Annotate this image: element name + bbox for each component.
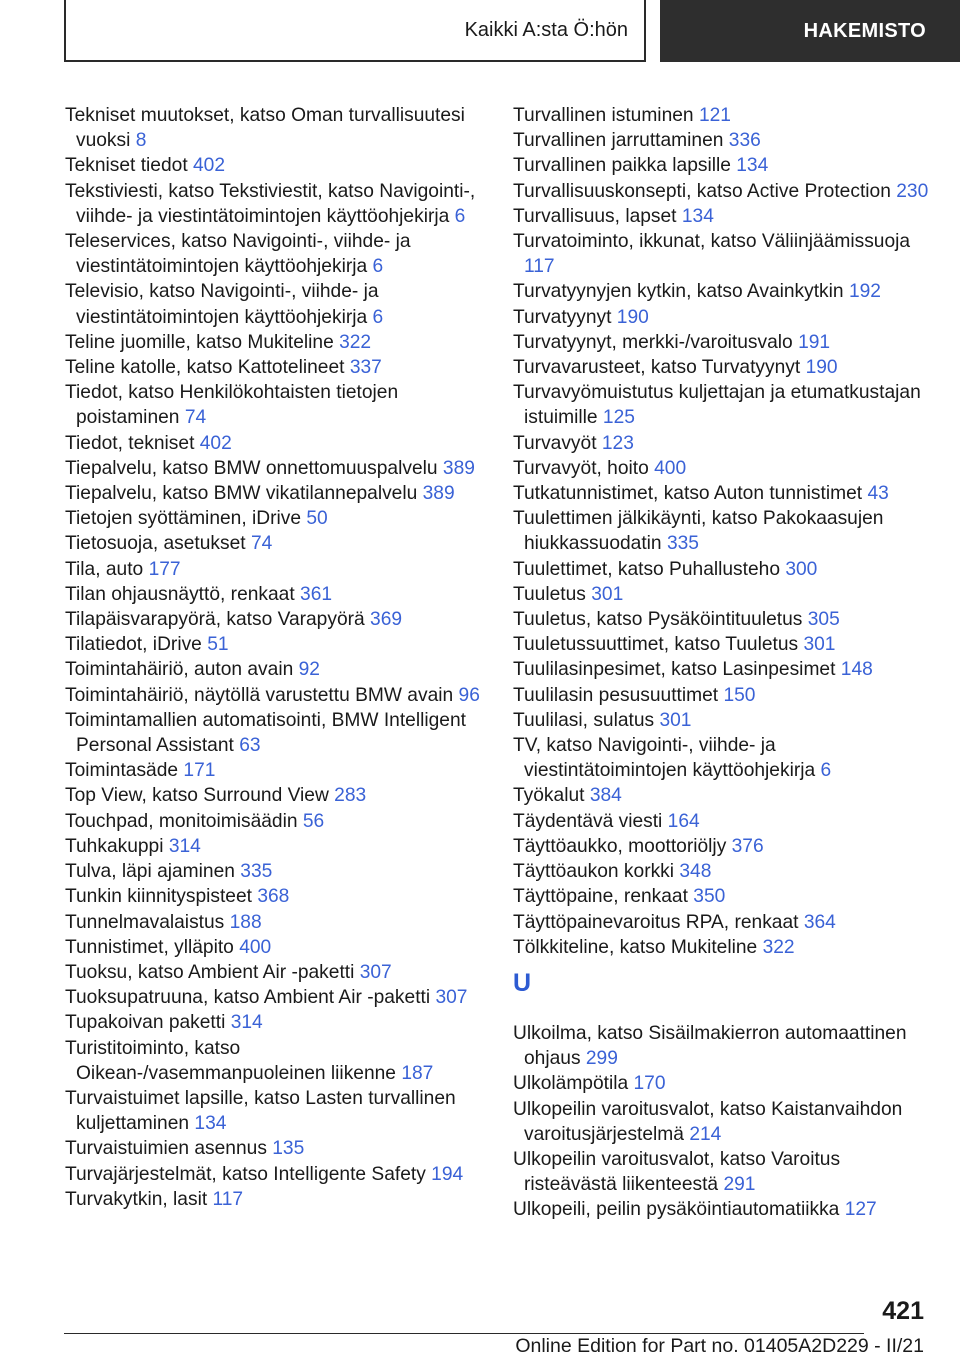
index-entry: Tilapäisvarapyörä, katso Varapyörä 369: [65, 609, 403, 631]
index-entry: Toimintahäiriö, näytöllä varustettu BMW avain 96: [65, 684, 480, 706]
page-link[interactable]: 171: [183, 760, 216, 782]
page-link[interactable]: 74: [250, 533, 273, 555]
index-entry: Turvavyömuistutus kuljettajan ja etumatkustajan istuimille 125: [513, 382, 921, 429]
index-entry: Toimintasäde 171: [65, 760, 216, 782]
page-number: 421: [882, 1297, 924, 1325]
index-entry: Teline juomille, katso Mukiteline 322: [65, 331, 372, 353]
page-link[interactable]: 301: [659, 709, 692, 731]
page-link[interactable]: 384: [589, 785, 622, 807]
page-link[interactable]: 402: [199, 432, 232, 454]
index-entry: Tietojen syöttäminen, iDrive 50: [65, 508, 328, 530]
page-link[interactable]: 307: [359, 961, 392, 983]
index-entry: TV, katso Navigointi-, viihde- ja viestintätoimintojen käyttöohjekirja 6: [513, 735, 832, 782]
header-section-title-box: [64, 0, 646, 62]
index-column-left: [65, 103, 485, 1212]
index-entry: Turvavyöt 123: [513, 432, 634, 454]
index-entry: Turvaistuimet lapsille, katso Lasten turvallinen kuljettaminen 134: [65, 1087, 456, 1135]
index-entry: Turvallisuus, lapset 134: [513, 205, 714, 227]
page-link[interactable]: 336: [728, 130, 761, 152]
page-link[interactable]: 164: [667, 810, 700, 832]
index-entry: Tekniset muutokset, katso Oman turvallisuutesi vuoksi 8: [65, 105, 465, 152]
page-link[interactable]: 194: [431, 1163, 464, 1185]
index-entry: Ulkopeilin varoitusvalot, katso Varoitus risteävästä liikenteestä 291: [513, 1148, 841, 1196]
page-link[interactable]: 96: [458, 684, 480, 706]
index-column-right: [513, 103, 933, 1223]
index-entry: Tiedot, tekniset 402: [65, 432, 232, 454]
page-link[interactable]: 117: [524, 256, 555, 278]
page-link[interactable]: 322: [762, 936, 795, 958]
page-link[interactable]: 191: [798, 331, 831, 353]
index-entry: Täydentävä viesti 164: [513, 810, 700, 832]
index-entry: Tuuletussuuttimet, katso Tuuletus 301: [513, 634, 836, 656]
index-entry: Tulva, läpi ajaminen 335: [65, 861, 273, 883]
index-entry: Turvaistuimien asennus 135: [65, 1138, 305, 1160]
index-entry: Tuulilasin pesusuuttimet 150: [513, 684, 756, 706]
page-link[interactable]: 369: [370, 609, 403, 631]
footer-divider: [64, 1333, 864, 1334]
index-entry: Tuuletus 301: [513, 583, 624, 605]
page-link[interactable]: 348: [679, 861, 712, 883]
page-link[interactable]: 50: [306, 508, 328, 530]
page-link[interactable]: 335: [666, 533, 699, 555]
page-link[interactable]: 314: [230, 1012, 263, 1034]
page-link[interactable]: 177: [148, 558, 181, 580]
index-entry: Ulkopeili, peilin pysäköintiautomatiikka 127: [513, 1199, 877, 1221]
page-link[interactable]: 6: [372, 256, 384, 278]
page-link[interactable]: 376: [731, 835, 764, 857]
index-entry: Turvatyynyt 190: [513, 306, 649, 328]
page-link[interactable]: 350: [693, 886, 726, 908]
index-entry: Ulkopeilin varoitusvalot, katso Kaistanvaihdon varoitusjärjestelmä 214: [513, 1098, 903, 1145]
page-link[interactable]: 188: [229, 911, 262, 933]
page-link[interactable]: 148: [840, 659, 873, 681]
page-link[interactable]: 43: [867, 483, 889, 505]
index-entry: Tuulilasinpesimet, katso Lasinpesimet 148: [513, 659, 873, 681]
page-link[interactable]: 51: [207, 634, 229, 656]
header-section-title: Kaikki A:sta Ö:hön: [464, 18, 628, 41]
index-entry: Tekstiviesti, katso Tekstiviestit, katso Navigointi-, viihde- ja viestintätoimintojen käyttöohjekirja 6: [65, 180, 476, 227]
index-entry: Toimintahäiriö, auton avain 92: [65, 659, 320, 681]
header-tab-index[interactable]: [660, 0, 960, 62]
page-link[interactable]: 402: [193, 155, 226, 177]
index-entry: Televisio, katso Navigointi-, viihde- ja viestintätoimintojen käyttöohjekirja 6: [65, 281, 384, 328]
page-link[interactable]: 291: [723, 1174, 756, 1196]
page-link[interactable]: 134: [681, 205, 714, 227]
index-entry: Turvallinen paikka lapsille 134: [513, 155, 769, 177]
index-entry: Tiepalvelu, katso BMW vikatilannepalvelu 389: [65, 483, 455, 505]
page-link[interactable]: 135: [272, 1138, 305, 1160]
page-link[interactable]: 134: [736, 155, 769, 177]
index-entry: Tiedot, katso Henkilökohtaisten tietojen poistaminen 74: [65, 382, 399, 429]
page-link[interactable]: 190: [805, 357, 838, 379]
index-entry: Tunnistimet, ylläpito 400: [65, 936, 272, 958]
index-entry: Täyttöaukko, moottoriöljy 376: [513, 835, 764, 857]
page-link[interactable]: 307: [435, 987, 468, 1009]
page-link[interactable]: 368: [257, 886, 290, 908]
index-entry: Toimintamallien automatisointi, BMW Intelligent Personal Assistant 63: [65, 709, 466, 757]
page-link[interactable]: 400: [239, 936, 272, 958]
page-link[interactable]: 364: [803, 911, 836, 933]
page-link[interactable]: 74: [184, 407, 207, 429]
index-entry: Tuoksupatruuna, katso Ambient Air -paketti 307: [65, 987, 468, 1009]
index-entry: Tilan ohjausnäyttö, renkaat 361: [65, 583, 333, 605]
page-link[interactable]: 170: [633, 1073, 666, 1095]
index-entry: Turvallinen jarruttaminen 336: [513, 130, 761, 152]
index-entry: Tölkkiteline, katso Mukiteline 322: [513, 936, 795, 958]
index-entry: Turvatoiminto, ikkunat, katso Väliinjäämissuoja 117: [513, 231, 911, 278]
index-entry: Teline katolle, katso Kattotelineet 337: [65, 357, 382, 379]
page-link[interactable]: 117: [212, 1188, 244, 1210]
page-link[interactable]: 337: [349, 357, 382, 379]
page-link[interactable]: 389: [442, 457, 475, 479]
index-entry: Täyttöpaine, renkaat 350: [513, 886, 726, 908]
page-link[interactable]: 400: [654, 457, 687, 479]
index-entry: Top View, katso Surround View 283: [65, 785, 367, 807]
index-entry: Turistitoiminto, katso Oikean-/vasemmanpuoleinen liikenne 187: [65, 1037, 434, 1084]
page-link[interactable]: 121: [698, 105, 731, 126]
page-link[interactable]: 361: [300, 583, 333, 605]
index-entry: Ulkoilma, katso Sisäilmakierron automaattinen ohjaus 299: [513, 1022, 907, 1070]
index-entry: Ulkolämpötila 170: [513, 1073, 666, 1095]
index-entry: Turvatyynyt, merkki-/varoitusvalo 191: [513, 331, 831, 353]
index-entry: Tuulettimet, katso Puhallusteho 300: [513, 558, 818, 580]
page-link[interactable]: 335: [240, 861, 273, 883]
index-entry: Turvavarusteet, katso Turvatyynyt 190: [513, 357, 838, 379]
page-link[interactable]: 299: [585, 1048, 618, 1070]
page-link[interactable]: 322: [339, 331, 372, 353]
page-link[interactable]: 6: [820, 760, 832, 782]
index-entry: Tunnelmavalaistus 188: [65, 911, 262, 933]
page-link[interactable]: 301: [803, 634, 836, 656]
footer-edition-text: Online Edition for Part no. 01405A2D229 - II/21: [515, 1335, 924, 1357]
page-link[interactable]: 192: [848, 281, 881, 303]
page-link[interactable]: 314: [168, 835, 201, 857]
page-link[interactable]: 134: [194, 1113, 227, 1135]
index-entry: Tuuletus, katso Pysäköintituuletus 305: [513, 609, 840, 631]
page-link[interactable]: 283: [334, 785, 367, 807]
index-entry: Tilatiedot, iDrive 51: [65, 634, 229, 656]
page-link[interactable]: 214: [689, 1123, 722, 1145]
index-entry: Turvallinen istuminen 121: [513, 105, 731, 126]
index-entry: Tietosuoja, asetukset 74: [65, 533, 273, 555]
page-link[interactable]: 190: [616, 306, 649, 328]
page-link[interactable]: 150: [723, 684, 756, 706]
index-entry: Tuulilasi, sulatus 301: [513, 709, 692, 731]
index-entry: Tunkin kiinnityspisteet 368: [65, 886, 290, 908]
index-entry: Turvavyöt, hoito 400: [513, 457, 687, 479]
index-entry: Tupakoivan paketti 314: [65, 1012, 263, 1034]
page-link[interactable]: 63: [239, 735, 261, 757]
page-link[interactable]: 123: [601, 432, 634, 454]
index-entry: Tutkatunnistimet, katso Auton tunnistimet 43: [513, 483, 889, 505]
index-entry: Tila, auto 177: [65, 558, 181, 580]
section-letter-u: U: [513, 968, 532, 997]
index-entry: Tiepalvelu, katso BMW onnettomuuspalvelu 389: [65, 457, 475, 479]
page-link[interactable]: 8: [135, 130, 147, 152]
index-entry: Tekniset tiedot 402: [65, 155, 226, 177]
page-link[interactable]: 301: [591, 583, 624, 605]
page-link[interactable]: 125: [602, 407, 635, 429]
index-entry: Työkalut 384: [513, 785, 622, 807]
index-entry: Teleservices, katso Navigointi-, viihde- ja viestintätoimintojen käyttöohjekirja 6: [65, 231, 411, 278]
index-entry: Tuoksu, katso Ambient Air -paketti 307: [65, 961, 392, 983]
index-entry: Täyttöpainevaroitus RPA, renkaat 364: [513, 911, 836, 933]
index-entry: Täyttöaukon korkki 348: [513, 861, 712, 883]
page-link[interactable]: 6: [372, 306, 384, 328]
page-link[interactable]: 305: [807, 609, 840, 631]
page-link[interactable]: 187: [401, 1062, 434, 1084]
index-entry: Turvallisuuskonsepti, katso Active Protection 230: [513, 180, 929, 202]
page-link[interactable]: 127: [844, 1199, 877, 1221]
index-entry: Tuhkakuppi 314: [65, 835, 201, 857]
page-link[interactable]: 389: [422, 483, 455, 505]
page-link[interactable]: 92: [298, 659, 320, 681]
index-entry: Turvajärjestelmät, katso Intelligente Safety 194: [65, 1163, 464, 1185]
index-entry: Turvakytkin, lasit 117: [65, 1188, 244, 1210]
page-link[interactable]: 300: [785, 558, 818, 580]
page-link[interactable]: 230: [896, 180, 929, 202]
header-tab-label: HAKEMISTO: [803, 19, 926, 42]
page-link[interactable]: 6: [454, 205, 466, 227]
index-entry: Turvatyynyjen kytkin, katso Avainkytkin 192: [513, 281, 881, 303]
index-entry: Touchpad, monitoimisäädin 56: [65, 810, 325, 832]
page-link[interactable]: 56: [302, 810, 325, 832]
index-entry: Tuulettimen jälkikäynti, katso Pakokaasujen hiukkassuodatin 335: [513, 508, 884, 555]
